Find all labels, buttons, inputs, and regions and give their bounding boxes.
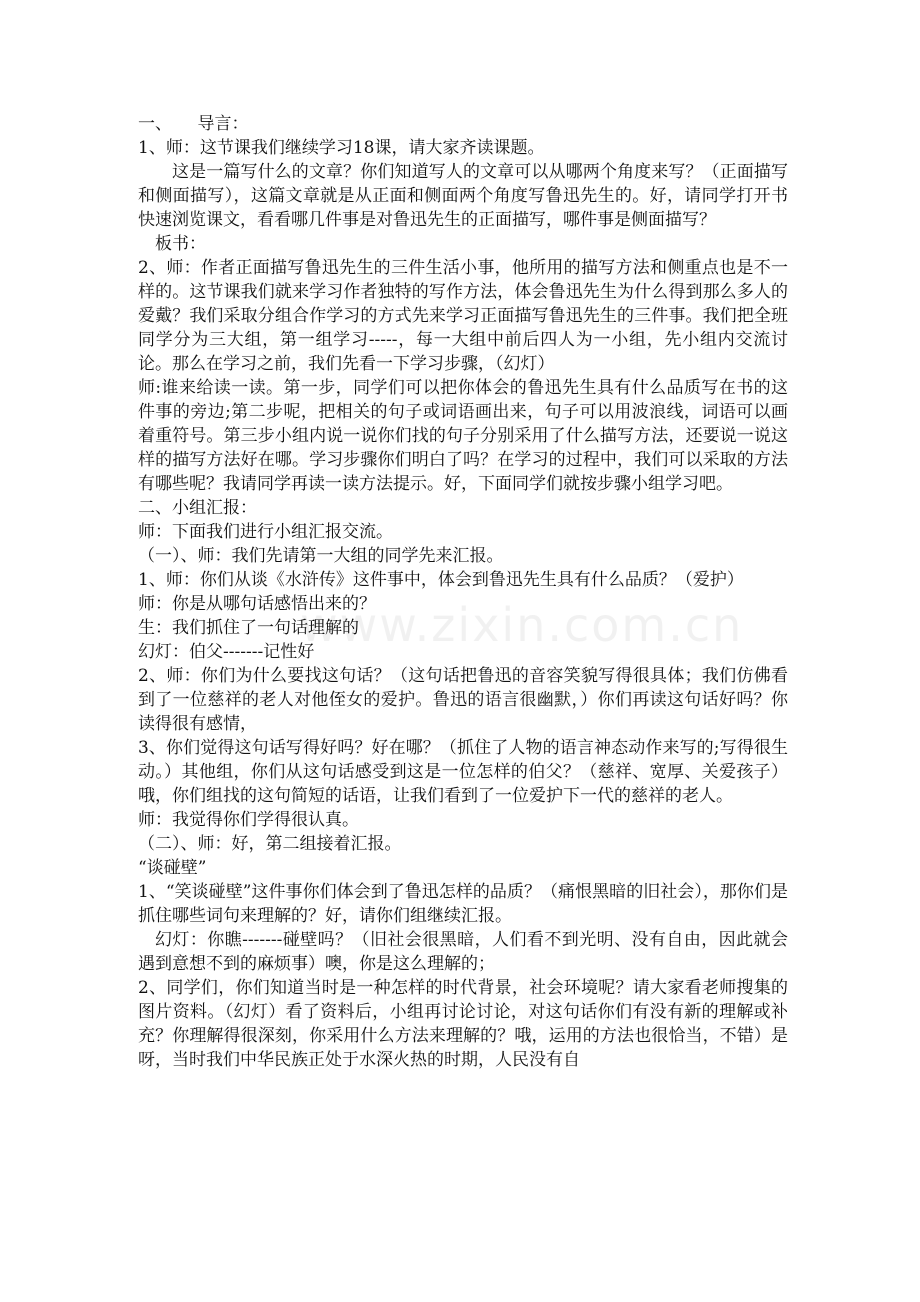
paragraph: 生：我们抓住了一句话理解的 (138, 618, 359, 638)
paragraph: 这是一篇写什么的文章？你们知道写人的文章可以从哪两个角度来写？（正面描写和侧面描写），这篇文章就是从正面和侧面两个角度写鲁迅先生的。好，请同学打开书快速浏览课文，看看哪几件事是对鲁迅先生的正面描写，哪件事是侧面描写？ (138, 162, 788, 230)
paragraph: 1、“笑谈碰壁”这件事你们体会到了鲁迅怎样的品质？（痛恨黑暗的旧社会），那你们是抓住哪些词句来理解的？好，请你们组继续汇报。 (138, 882, 788, 926)
paragraph: 师：你是从哪句话感悟出来的？ (138, 594, 376, 614)
paragraph: 师：下面我们进行小组汇报交流。 (138, 522, 393, 542)
document-body (138, 112, 788, 1072)
watermark: www.zixin.com.cn (300, 598, 744, 652)
paragraph: 2、同学们，你们知道当时是一种怎样的时代背景，社会环境呢？请大家看老师搜集的图片资料。（幻灯）看了资料后，小组再讨论讨论，对这句话你们有没有新的理解或补充？你理解得很深刻，你采用什么方法来理解的？哦，运用的方法也很恰当，不错）是呀，当时我们中华民族正处于水深火热的时期，人民没有自 (138, 978, 788, 1070)
paragraph: 2、师：作者正面描写鲁迅先生的三件生活小事，他所用的描写方法和侧重点也是不一样的。这节课我们就来学习作者独特的写作方法，体会鲁迅先生为什么得到那么多人的爱戴？我们采取分组合作学习的方式先来学习正面描写鲁迅先生的三件事。我们把全班同学分为三大组，第一组学习-----，每一大组中前后四人为一小组，先小组内交流讨论。那么在学习之前，我们先看一下学习步骤，（幻灯） (138, 258, 788, 374)
paragraph: （一）、师：我们先请第一大组的同学先来汇报。 (138, 546, 504, 566)
subheading: “谈碰壁” (138, 858, 207, 878)
paragraph: 幻灯：伯父-------记性好 (138, 642, 315, 662)
section-heading-report: 二、小组汇报： (138, 498, 257, 518)
paragraph: 幻灯：你瞧-------碰壁吗？（旧社会很黑暗，人们看不到光明、没有自由，因此就会遇到意想不到的麻烦事）噢，你是这么理解的； (138, 930, 788, 974)
section-heading-intro: 一、 导言： (138, 114, 249, 134)
paragraph: 2、师：你们为什么要找这句话？（这句话把鲁迅的音容笑貌写得很具体；我们仿佛看到了一位慈祥的老人对他侄女的爱护。鲁迅的语言很幽默，）你们再读这句话好吗？你读得很有感情， (138, 666, 788, 734)
paragraph: 板书： (155, 234, 206, 254)
paragraph: 师：我觉得你们学得很认真。 (138, 810, 359, 830)
paragraph: 1、师：这节课我们继续学习18课，请大家齐读课题。 (138, 138, 545, 158)
paragraph: （二）、师：好，第二组接着汇报。 (138, 834, 402, 854)
paragraph: 3、你们觉得这句话写得好吗？好在哪？（抓住了人物的语言神态动作来写的;写得很生动。）其他组，你们从这句话感受到这是一位怎样的伯父？（慈祥、宽厚、关爱孩子）哦，你们组找的这句简短的话语，让我们看到了一位爱护下一代的慈祥的老人。 (138, 738, 788, 806)
paragraph: 师:谁来给读一读。第一步，同学们可以把你体会的鲁迅先生具有什么品质写在书的这件事的旁边;第二步呢，把相关的句子或词语画出来，句子可以用波浪线，词语可以画着重符号。第三步小组内说一说你们找的句子分别采用了什么描写方法，还要说一说这样的描写方法好在哪。学习步骤你们明白了吗？在学习的过程中，我们可以采取的方法有哪些呢？我请同学再读一读方法提示。好，下面同学们就按步骤小组学习吧。 (138, 378, 788, 494)
paragraph: 1、师：你们从谈《水浒传》这件事中，体会到鲁迅先生具有什么品质？（爱护） (138, 570, 744, 590)
